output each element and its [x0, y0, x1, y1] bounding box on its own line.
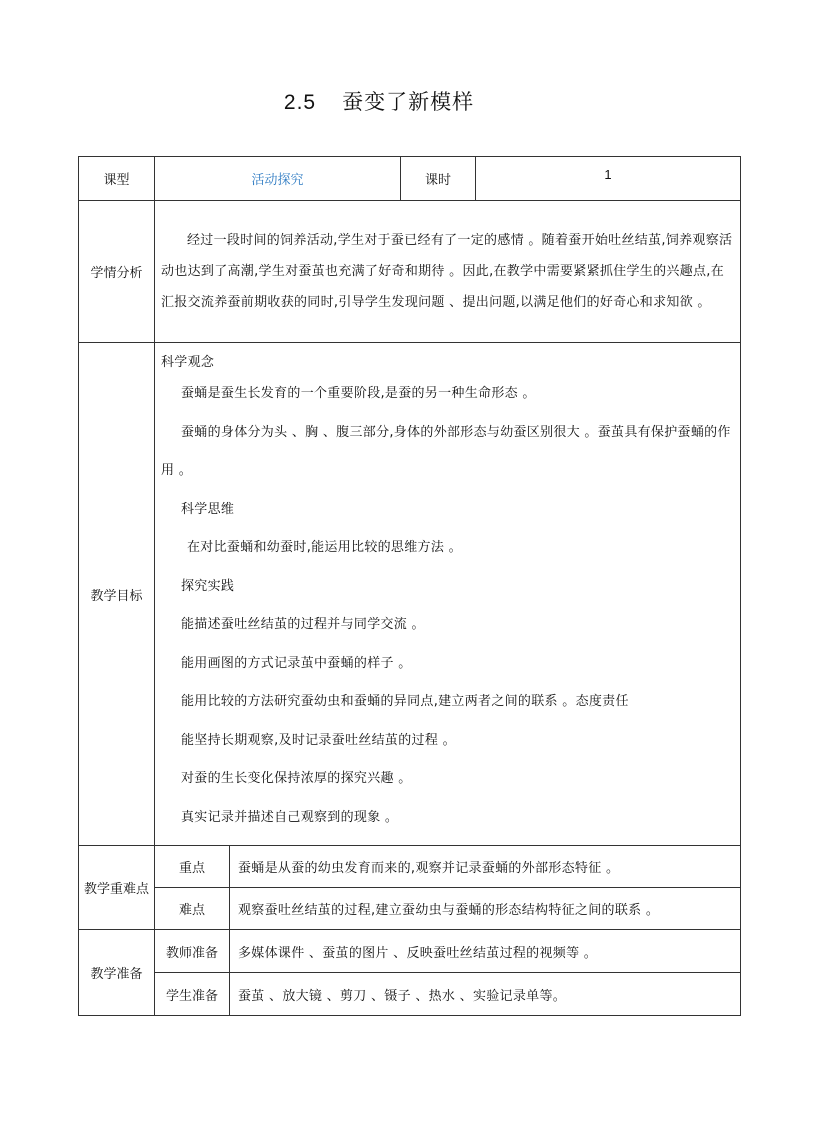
class-hours-value: 1	[476, 157, 741, 201]
goals-content	[155, 343, 741, 846]
goal-heading-inquiry-practice: 探究实践	[181, 578, 235, 594]
goals-label: 教学目标	[79, 343, 155, 846]
focus-label: 重点	[155, 846, 230, 888]
lesson-number: 2.5	[283, 91, 317, 114]
row-analysis	[79, 201, 741, 343]
goal-line: 对蚕的生长变化保持浓厚的探究兴趣 。	[181, 771, 412, 786]
lesson-plan-table	[78, 156, 741, 1016]
page-title	[0, 86, 758, 116]
goal-line: 蚕蛹的身体分为头 、胸 、腹三部分,身体的外部形态与幼蚕区别很大 。蚕茧具有保护蚕蛹的作用 。	[161, 424, 731, 478]
analysis-text: 经过一段时间的饲养活动,学生对于蚕已经有了一定的感情 。随着蚕开始吐丝结茧,饲养观察活动也达到了高潮,学生对蚕茧也充满了好奇和期待 。因此,在教学中需要紧紧抓住学生的兴趣点,在汇报交流养蚕前期收获的同时,引导学生发现问题 、提出问题,以满足他们的好奇心和求知欲 。	[155, 201, 741, 343]
class-hours-label: 课时	[401, 157, 476, 201]
row-lesson-type	[79, 157, 741, 201]
goal-line: 能坚持长期观察,及时记录蚕吐丝结茧的过程 。	[181, 732, 456, 748]
lesson-type-value: 活动探究	[155, 157, 401, 201]
student-prep-text: 蚕茧 、放大镜 、剪刀 、镊子 、热水 、实验记录单等。	[230, 973, 741, 1016]
row-teacher-prep	[79, 930, 741, 973]
goal-line: 能用比较的方法研究蚕幼虫和蚕蛹的异同点,建立两者之间的联系 。态度责任	[181, 694, 629, 709]
row-difficulty	[79, 888, 741, 930]
teacher-prep-label: 教师准备	[155, 930, 230, 973]
lesson-title: 蚕变了新模样	[342, 90, 475, 114]
lesson-type-label: 课型	[79, 157, 155, 201]
goal-heading-science-thinking: 科学思维	[181, 501, 235, 517]
focus-text: 蚕蛹是从蚕的幼虫发育而来的,观察并记录蚕蛹的外部形态特征 。	[230, 846, 741, 888]
row-key-point	[79, 846, 741, 888]
row-goals	[79, 343, 741, 846]
goal-line: 真实记录并描述自己观察到的现象 。	[181, 809, 399, 825]
goal-line: 能用画图的方式记录茧中蚕蛹的样子 。	[181, 655, 412, 671]
goal-line: 能描述蚕吐丝结茧的过程并与同学交流 。	[181, 617, 425, 632]
difficulty-label: 难点	[155, 888, 230, 930]
preparation-label: 教学准备	[79, 930, 155, 1016]
analysis-label: 学情分析	[79, 201, 155, 343]
row-student-prep	[79, 973, 741, 1016]
goal-line: 蚕蛹是蚕生长发育的一个重要阶段,是蚕的另一种生命形态 。	[181, 386, 536, 401]
difficulty-text: 观察蚕吐丝结茧的过程,建立蚕幼虫与蚕蛹的形态结构特征之间的联系 。	[230, 888, 741, 930]
student-prep-label: 学生准备	[155, 973, 230, 1016]
goal-heading-science-concept: 科学观念	[161, 355, 215, 370]
teacher-prep-text: 多媒体课件 、蚕茧的图片 、反映蚕吐丝结茧过程的视频等 。	[230, 930, 741, 973]
goal-line: 在对比蚕蛹和幼蚕时,能运用比较的思维方法 。	[187, 540, 462, 555]
key-points-label: 教学重难点	[79, 846, 155, 930]
